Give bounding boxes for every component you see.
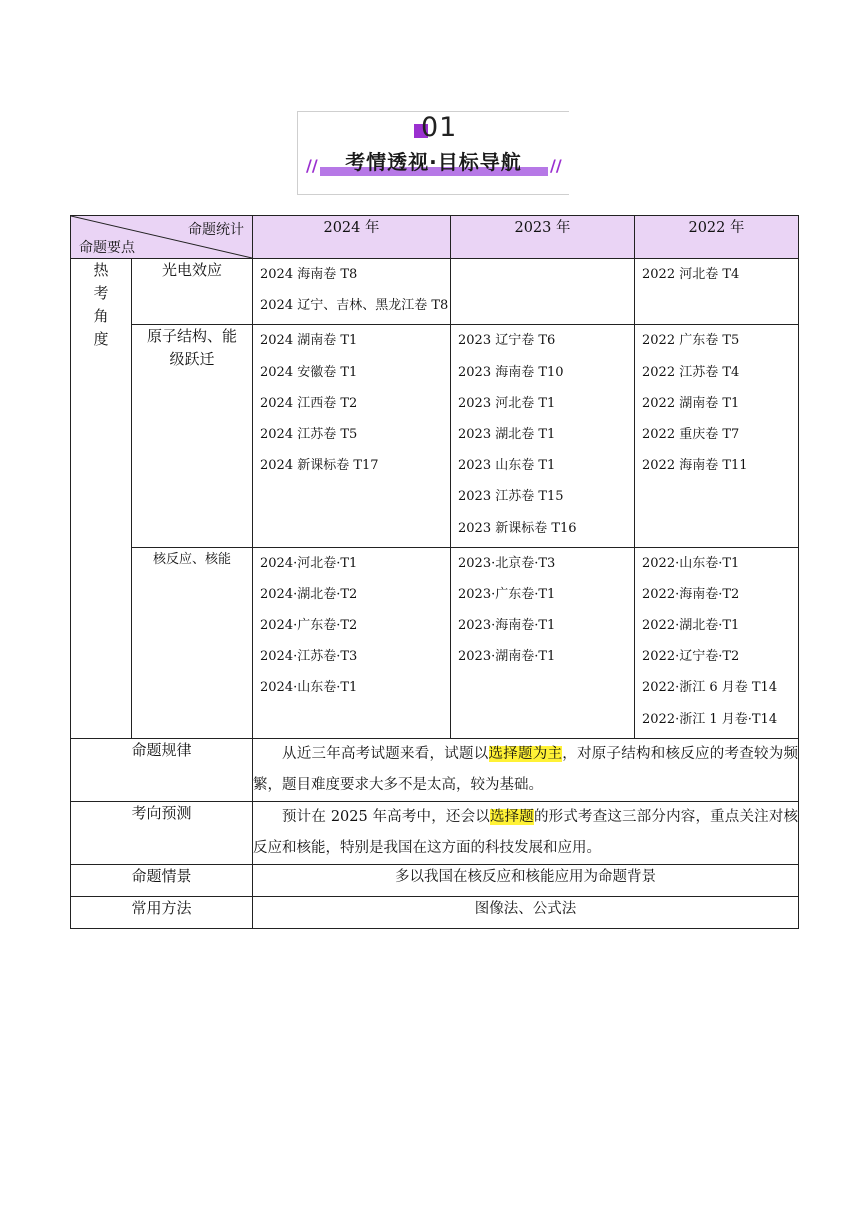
list-item: 2024 安徽卷 T1 bbox=[260, 364, 358, 380]
cell-2024-atomic-structure bbox=[253, 325, 451, 547]
list-item: 2022 江苏卷 T4 bbox=[642, 364, 740, 380]
table-row-photoelectric bbox=[71, 259, 799, 325]
cell-2023-atomic-structure bbox=[451, 325, 635, 547]
category-photoelectric: 光电效应 bbox=[132, 259, 253, 325]
table-row-methods bbox=[71, 896, 799, 928]
scenario-label: 命题情景 bbox=[71, 864, 253, 896]
list-item: 2022 广东卷 T5 bbox=[642, 333, 740, 349]
list-item: 2022·浙江 6 月卷 T14 bbox=[642, 680, 778, 696]
list-item: 2023·海南卷·T1 bbox=[458, 618, 556, 634]
list-item: 2024·广东卷·T2 bbox=[260, 618, 358, 634]
cell-2022-nuclear-reaction bbox=[635, 547, 799, 738]
header-row bbox=[71, 216, 799, 259]
highlighted-text: 选择题 bbox=[489, 808, 534, 825]
list-item: 2022·海南卷·T2 bbox=[642, 586, 740, 602]
corner-top-label: 命题统计 bbox=[188, 222, 244, 238]
list-item: 2022·浙江 1 月卷·T14 bbox=[642, 711, 778, 727]
highlighted-text: 选择题为主 bbox=[488, 745, 563, 762]
forecast-label: 考向预测 bbox=[71, 801, 253, 864]
cell-2023-nuclear-reaction bbox=[451, 547, 635, 738]
methods-text: 图像法、公式法 bbox=[253, 896, 799, 928]
list-item: 2024 海南卷 T8 bbox=[260, 267, 358, 282]
list-item: 2022·辽宁卷·T2 bbox=[642, 649, 740, 665]
cell-2022-atomic-structure bbox=[635, 325, 799, 547]
list-item: 2024·江苏卷·T3 bbox=[260, 649, 358, 665]
corner-header-cell bbox=[71, 216, 253, 259]
slash-right-decoration: // bbox=[550, 156, 562, 175]
year-header-2024: 2024 年 bbox=[253, 216, 451, 259]
list-item: 2024 新课标卷 T17 bbox=[260, 458, 379, 474]
section-number: 01 bbox=[421, 112, 458, 143]
year-header-2023: 2023 年 bbox=[451, 216, 635, 259]
list-item: 2023 湖北卷 T1 bbox=[458, 426, 556, 442]
cell-2022-photoelectric bbox=[635, 259, 799, 325]
list-item: 2024·湖北卷·T2 bbox=[260, 586, 358, 602]
list-item: 2023·广东卷·T1 bbox=[458, 586, 556, 602]
list-item: 2023·湖南卷·T1 bbox=[458, 649, 556, 665]
list-item: 2022·山东卷·T1 bbox=[642, 555, 740, 571]
pattern-label: 命题规律 bbox=[71, 738, 253, 801]
list-item: 2024·河北卷·T1 bbox=[260, 555, 358, 571]
hot-topics-group-label: 热 考 角 度 bbox=[71, 259, 132, 739]
table-row-pattern bbox=[71, 738, 799, 801]
list-item: 2022·湖北卷·T1 bbox=[642, 618, 740, 634]
table-row-scenario bbox=[71, 864, 799, 896]
year-header-2022: 2022 年 bbox=[635, 216, 799, 259]
cell-2024-photoelectric bbox=[253, 259, 451, 325]
table-row-atomic-structure bbox=[71, 325, 799, 547]
forecast-text: 预计在 2025 年高考中，还会以选择题的形式考查这三部分内容，重点关注对核反应和核能，特别是我国在这方面的科技发展和应用。 bbox=[253, 801, 799, 864]
list-item: 2024 江西卷 T2 bbox=[260, 395, 358, 411]
list-item: 2024 辽宁、吉林、黑龙江卷 T8 bbox=[260, 298, 449, 314]
section-title: 考情透视·目标导航 bbox=[345, 150, 522, 174]
list-item: 2024·山东卷·T1 bbox=[260, 680, 358, 696]
list-item: 2023 辽宁卷 T6 bbox=[458, 333, 556, 349]
cell-2024-nuclear-reaction bbox=[253, 547, 451, 738]
list-item: 2022 重庆卷 T7 bbox=[642, 426, 740, 442]
list-item: 2024 江苏卷 T5 bbox=[260, 426, 358, 442]
cell-2023-photoelectric bbox=[451, 259, 635, 325]
corner-bottom-label: 命题要点 bbox=[79, 240, 135, 256]
pattern-text: 从近三年高考试题来看，试题以选择题为主，对原子结构和核反应的考查较为频繁，题目难度要求大多不是太高，较为基础。 bbox=[253, 738, 799, 801]
list-item: 2023 江苏卷 T15 bbox=[458, 489, 564, 505]
list-item: 2022 海南卷 T11 bbox=[642, 458, 748, 474]
list-item: 2023·北京卷·T3 bbox=[458, 555, 556, 571]
scenario-text: 多以我国在核反应和核能应用为命题背景 bbox=[253, 864, 799, 896]
list-item: 2022 湖南卷 T1 bbox=[642, 395, 740, 411]
category-nuclear-reaction: 核反应、核能 bbox=[132, 547, 253, 738]
list-item: 2022 河北卷 T4 bbox=[642, 267, 740, 282]
list-item: 2023 山东卷 T1 bbox=[458, 458, 556, 474]
slash-left-decoration: // bbox=[306, 156, 318, 175]
table-row-forecast bbox=[71, 801, 799, 864]
list-item: 2024 湖南卷 T1 bbox=[260, 333, 358, 349]
list-item: 2023 河北卷 T1 bbox=[458, 395, 556, 411]
category-atomic-structure: 原子结构、能 级跃迁 bbox=[132, 325, 253, 547]
section-banner bbox=[297, 111, 569, 195]
list-item: 2023 新课标卷 T16 bbox=[458, 520, 577, 536]
list-item: 2023 海南卷 T10 bbox=[458, 364, 564, 380]
methods-label: 常用方法 bbox=[71, 896, 253, 928]
exam-analysis-table bbox=[70, 215, 799, 929]
table-row-nuclear-reaction bbox=[71, 547, 799, 738]
